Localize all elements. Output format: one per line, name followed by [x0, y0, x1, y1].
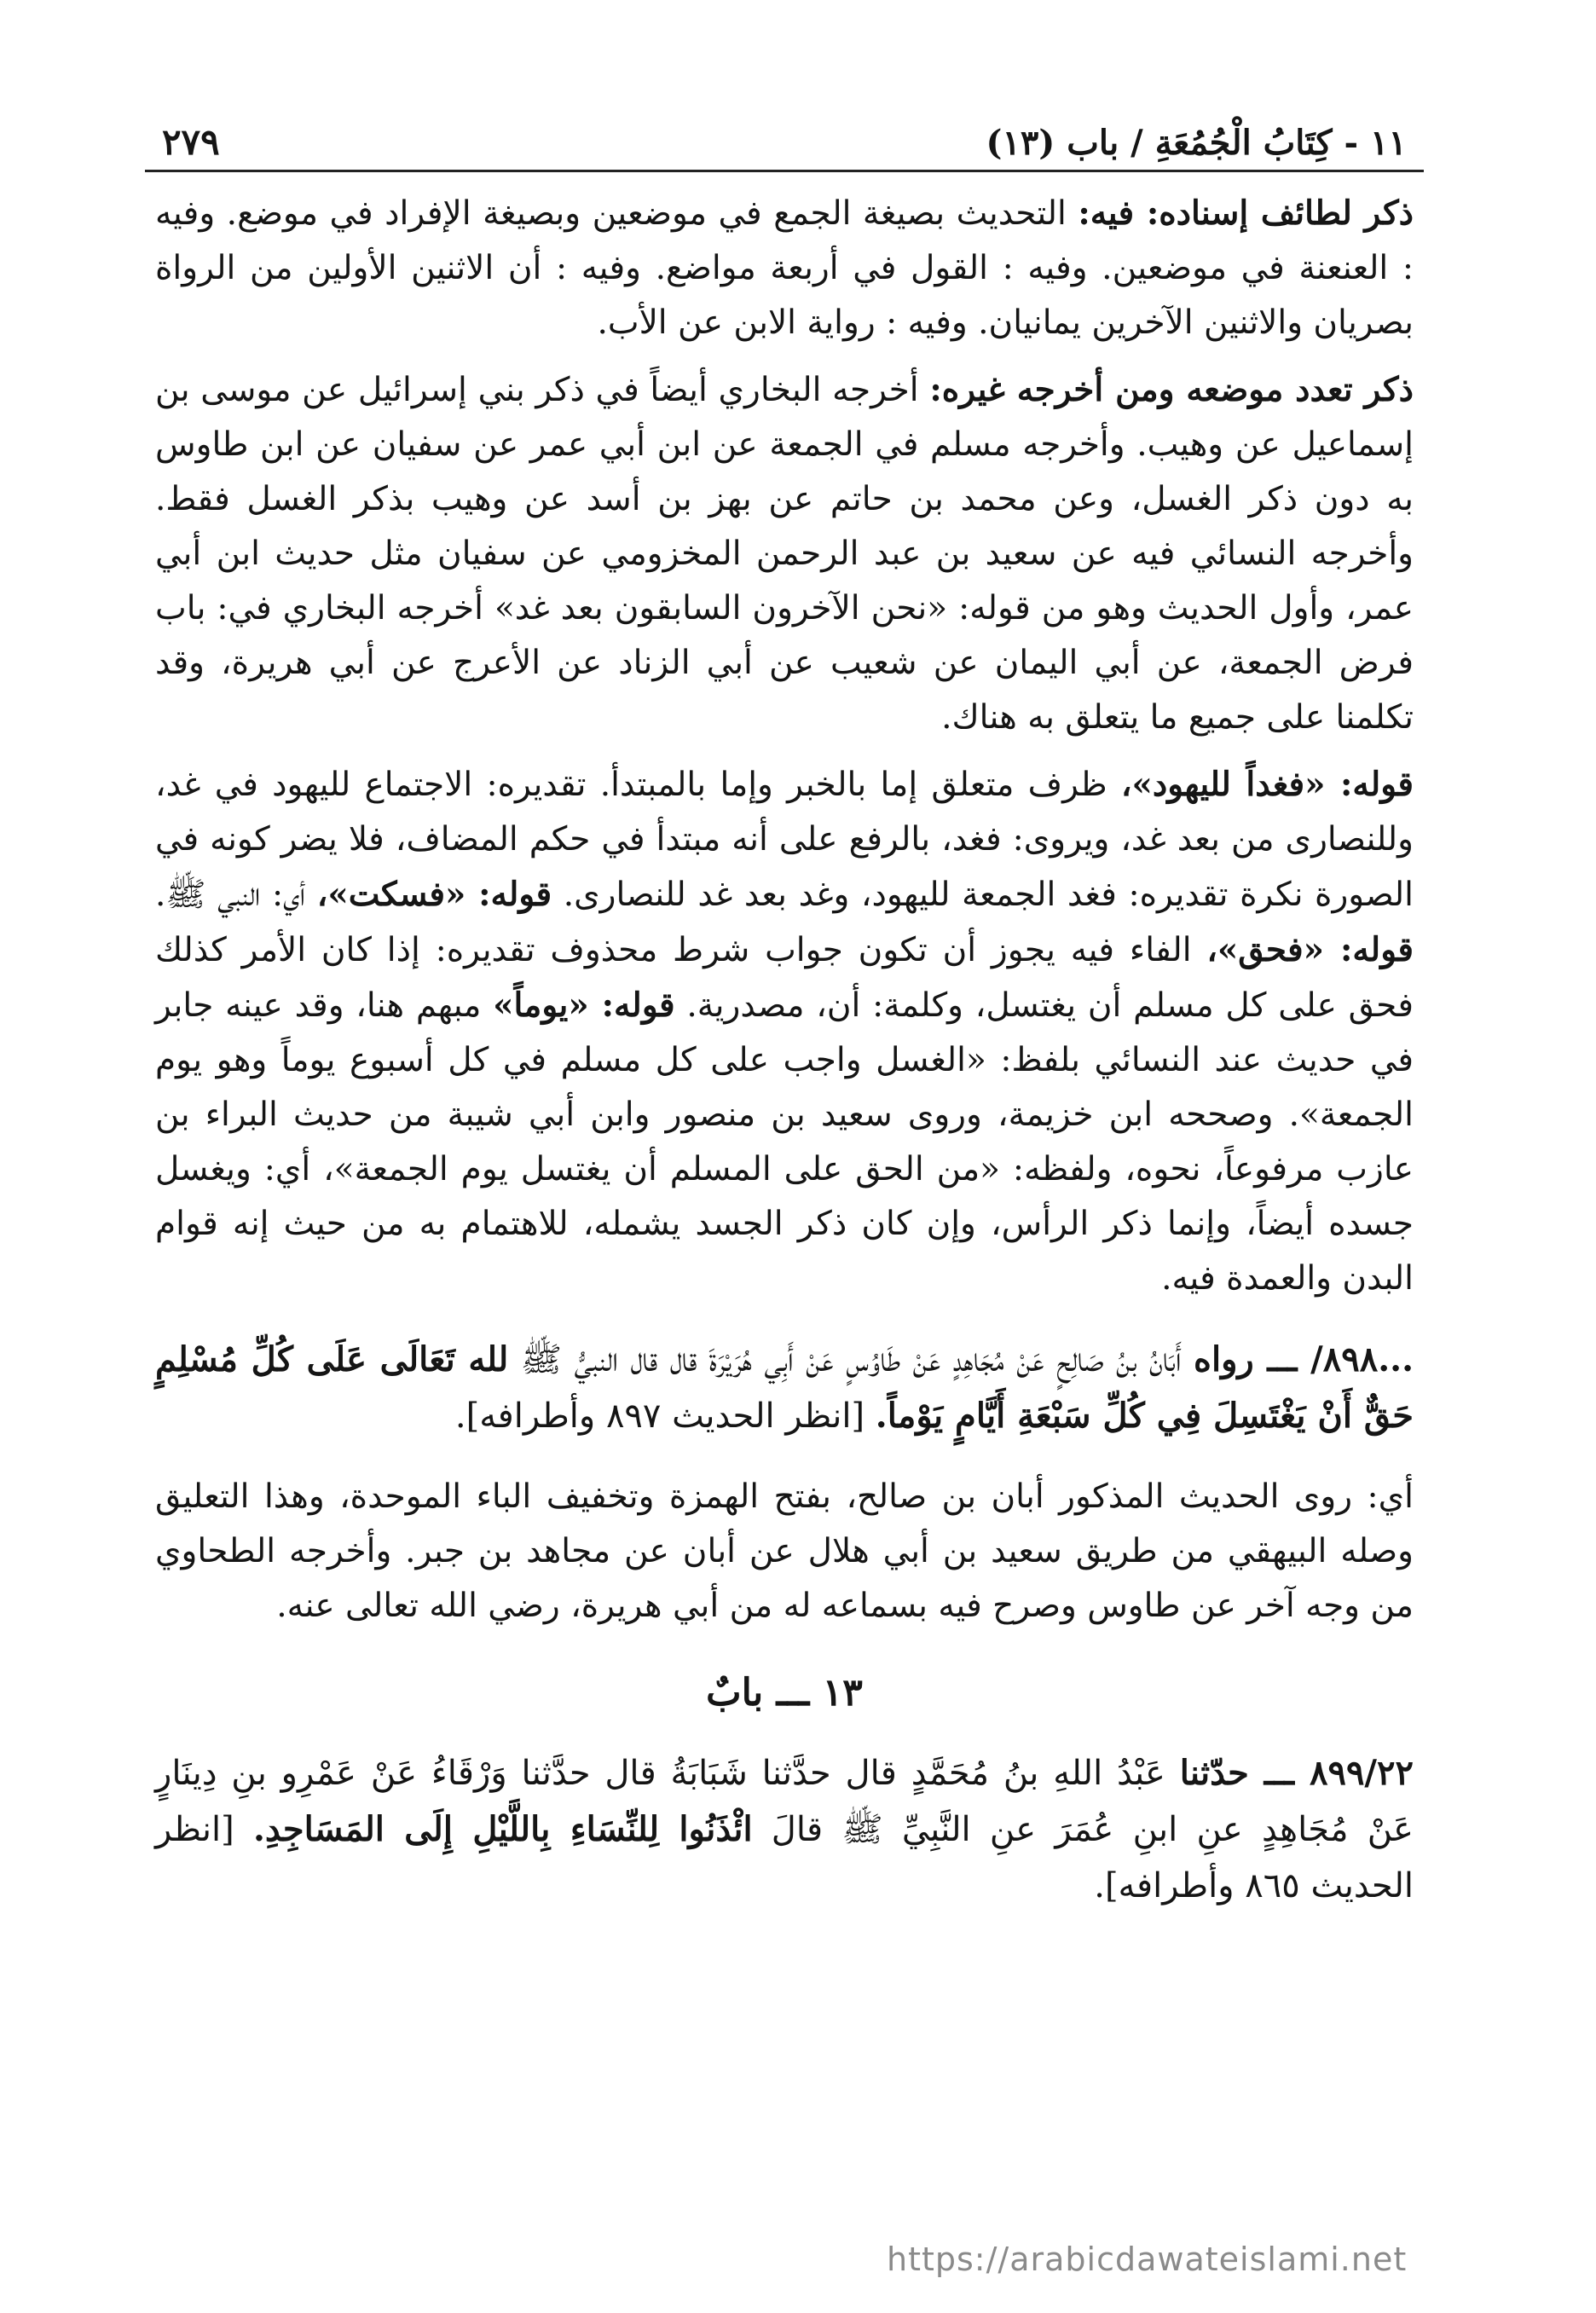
quote-label: قوله: «يوماً»	[493, 986, 675, 1025]
hadith-matn: لله تَعَالَى عَلَى كُلِّ مُسْلِمٍ حَقٌّ أَنْ يَغْتَسِلَ فِي كُلِّ سَبْعَةِ أَيَّامٍ يَوْماً.	[155, 1339, 1414, 1436]
hadith-reference: [انظر الحديث ٨٦٥ وأطرافه].	[155, 1810, 1414, 1905]
quote-label: قوله: «فغداً لليهود»،	[1120, 765, 1414, 804]
section-label: ذكر لطائف إسناده: فيه:	[1078, 194, 1414, 233]
paragraph-isnad-notes	[145, 186, 1424, 350]
commentary-text: أي: النبي ﷺ.	[155, 876, 317, 914]
hadith-isnad: أَبَانُ بنُ صَالِحٍ عَنْ مُجَاهِدٍ عَنْ طَاوُسٍ عَنْ أَبِي هُرَيْرَةَ قال قال النبيُّ ﷺ	[508, 1340, 1194, 1379]
section-label: ذكر تعدد موضعه ومن أخرجه غيره:	[929, 370, 1414, 409]
commentary-text: الفاء فيه يجوز أن تكون جواب شرط محذوف تقديره: إذا كان الأمر كذلك فحق على كل مسلم أن يغتسل، وكلمة: أن، مصدرية.	[155, 931, 1414, 1025]
paragraph-sources	[145, 362, 1424, 745]
document-page	[145, 102, 1424, 2285]
hadith-intro: ـــ حدّثنا	[1179, 1753, 1310, 1793]
paragraph-text: التحديث بصيغة الجمع في موضعين وبصيغة الإفراد في موضع. وفيه : العنعنة في موضعين. وفيه : القول في أربعة مواضع. وفيه : أن الاثنين الأولين من الرواة بصريان والاثنين الآخرين يمانيان. وفيه : رواية الابن عن الأب.	[155, 194, 1414, 342]
quote-label: قوله: «فحق»،	[1206, 930, 1414, 969]
commentary-text: مبهم هنا، وقد عينه جابر في حديث عند النسائي بلفظ: «الغسل واجب على كل مسلم في كل أسبوع يوماً وهو يوم الجمعة». وصححه ابن خزيمة، وروى سعيد بن منصور وابن أبي شيبة من حديث البراء بن عازب مرفوعاً، نحوه، ولفظه: «من الحق على المسلم أن يغتسل يوم الجمعة»، أي: ويغسل جسده أيضاً، وإنما ذكر الرأس، وإن كان ذكر الجسد يشمله، للاهتمام به من حيث إنه قوام البدن والعمدة فيه.	[155, 986, 1414, 1298]
chapter-heading: ١٣ ـــ بابٌ	[706, 1671, 863, 1715]
quote-label: قوله: «فسكت»،	[316, 875, 552, 914]
hadith-898	[145, 1332, 1424, 1444]
paragraph-text: أخرجه البخاري أيضاً في ذكر بني إسرائيل عن موسى بن إسماعيل عن وهيب. وأخرجه مسلم في الجمعة عن ابن أبي عمر عن سفيان عن ابن طاوس به دون ذكر الغسل، وعن محمد بن حاتم عن بهز بن أسد عن وهيب بذكر الغسل فقط. وأخرجه النسائي فيه عن سعيد بن عبد الرحمن المخزومي عن سفيان مثل حديث ابن أبي عمر، وأول الحديث وهو من قوله: «نحن الآخرون السابقون بعد غد» أخرجه البخاري في: باب فرض الجمعة، عن أبي اليمان عن شعيب عن أبي الزناد عن الأعرج عن أبي هريرة، وقد تكلمنا على جميع ما يتعلق به هناك.	[155, 371, 1414, 737]
watermark-url: https://arabicdawateislami.net	[887, 2241, 1408, 2278]
hadith-reference: [انظر الحديث ٨٩٧ وأطرافه].	[454, 1396, 876, 1436]
hadith-number: ...٨٩٨/	[1310, 1339, 1414, 1379]
paragraph-commentary	[145, 757, 1424, 1306]
page-number: ٢٧٩	[162, 121, 220, 163]
hadith-isnad: عَبْدُ اللهِ بنُ مُحَمَّدٍ قال حدَّثنا شَبَابَةُ قال حدَّثنا وَرْقَاءُ عَنْ عَمْرِو بنِ دِينَارٍ عَنْ مُجَاهِدٍ عنِ ابنِ عُمَرَ عنِ النَّبِيِّ ﷺ قالَ	[155, 1754, 1414, 1849]
hadith-matn: ائْذَنُوا لِلنِّسَاءِ بِاللَّيْلِ إِلَى المَسَاجِدِ.	[252, 1809, 753, 1849]
paragraph-text: أي: روى الحديث المذكور أبان بن صالح، بفتح الهمزة وتخفيف الباء الموحدة، وهذا التعليق وصله البيهقي من طريق سعيد بن أبي هلال عن أبان عن مجاهد بن جبر. وأخرجه الطحاوي من وجه آخر عن طاوس وصرح فيه بسماعه له من أبي هريرة، رضي الله تعالى عنه.	[155, 1477, 1414, 1625]
running-title: ١١ - كِتَابُ الْجُمُعَةِ / باب (١٣)	[986, 123, 1407, 163]
commentary-text: ظرف متعلق إما بالخبر وإما بالمبتدأ. تقديره: الاجتماع لليهود في غد، وللنصارى من بعد غد، ويروى: فغد، بالرفع على أنه مبتدأ في حكم المضاف، فلا يضر كونه في الصورة نكرة تقديره: فغد الجمعة لليهود، وغد بعد غد للنصارى.	[155, 766, 1414, 914]
paragraph-explanation	[145, 1470, 1424, 1634]
hadith-intro: ـــ رواه	[1194, 1339, 1311, 1379]
hadith-number: ٨٩٩/٢٢	[1309, 1753, 1414, 1793]
hadith-899	[145, 1745, 1424, 1914]
running-header	[145, 102, 1424, 172]
